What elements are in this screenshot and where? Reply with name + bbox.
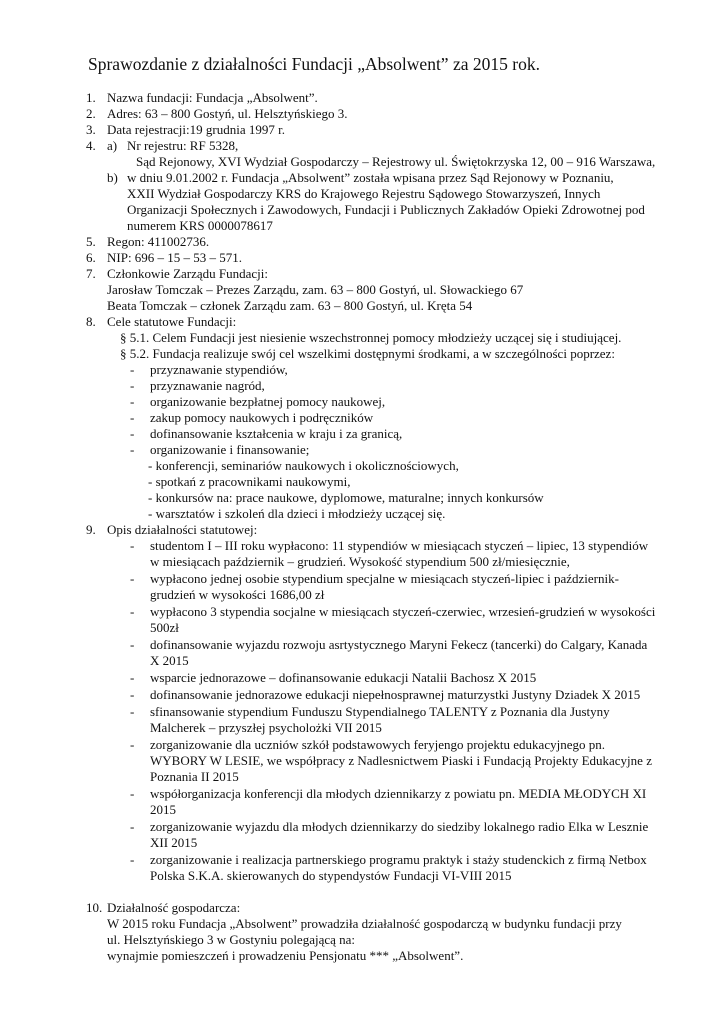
item-4a-label: a): [107, 138, 118, 153]
item-9-bullet-line: wypłacono jednej osobie stypendium specjalne w miesiącach styczeń-lipiec i październik-: [150, 571, 619, 586]
item-9-bullet-line: studentom I – III roku wypłacono: 11 stypendiów w miesiącach styczeń – lipiec, 13 stypendiów: [150, 538, 649, 553]
item-10-line: W 2015 roku Fundacja „Absolwent” prowadziła działalność gospodarczą w budynku fundacji przy: [107, 916, 622, 931]
item-8-number: 8.: [86, 314, 96, 329]
item-9-bullet-line: X 2015: [150, 653, 189, 668]
bullet-dash: -: [130, 538, 135, 553]
bullet-dash: -: [130, 571, 135, 586]
item-8-bullet: dofinansowanie kształcenia w kraju i za granicą,: [150, 426, 403, 441]
item-4b-line1: w dniu 9.01.2002 r. Fundacja „Absolwent” została wpisana przez Sąd Rejonowy w Poznaniu,: [127, 170, 614, 185]
item-4b-line3: Organizacji Społecznych i Zawodowych, Fundacji i Publicznych Zakładów Opieki Zdrowotnej pod: [127, 202, 645, 217]
item-8-bullet: przyznawanie stypendiów,: [150, 362, 288, 377]
item-10-number: 10.: [86, 900, 103, 915]
item-4a-text: Nr rejestru: RF 5328,: [127, 138, 239, 153]
item-9-bullet-line: w miesiącach październik – grudzień. Wysokość stypendium 500 zł/miesięcznie,: [150, 554, 570, 569]
item-9-number: 9.: [86, 522, 96, 537]
item-9-bullet-line: Poznania II 2015: [150, 769, 239, 784]
item-1-number: 1.: [86, 90, 96, 105]
item-3-text: Data rejestracji:19 grudnia 1997 r.: [107, 122, 285, 137]
item-5-text: Regon: 411002736.: [107, 234, 210, 249]
item-9-bullet-line: wsparcie jednorazowe – dofinansowanie edukacji Natalii Bachosz X 2015: [150, 670, 537, 685]
item-4b-line4: numerem KRS 0000078617: [127, 218, 273, 233]
bullet-dash: -: [130, 426, 135, 441]
bullet-dash: -: [130, 362, 135, 377]
item-3-number: 3.: [86, 122, 96, 137]
item-9-bullet-line: dofinansowanie wyjazdu rozwoju asrtystycznego Maryni Fekecz (tancerki) do Calgary, Kanada: [150, 637, 648, 652]
item-9-bullet-line: grudzień w wysokości 1686,00 zł: [150, 587, 325, 602]
item-5-number: 5.: [86, 234, 96, 249]
bullet-dash: -: [130, 442, 135, 457]
item-9-bullet-line: Malcherek – przyszłej psycholożki VII 2015: [150, 720, 382, 735]
item-7-member-1: Jarosław Tomczak – Prezes Zarządu, zam. 63 – 800 Gostyń, ul. Słowackiego 67: [107, 282, 524, 297]
item-9-text: Opis działalności statutowej:: [107, 522, 258, 537]
item-6-text: NIP: 696 – 15 – 53 – 571.: [107, 250, 243, 265]
item-1-text: Nazwa fundacji: Fundacja „Absolwent”.: [107, 90, 318, 105]
bullet-dash: -: [130, 786, 135, 801]
item-9-bullet-line: sfinansowanie stypendium Funduszu Stypendialnego TALENTY z Poznania dla Justyny: [150, 704, 610, 719]
bullet-dash: -: [130, 819, 135, 834]
item-2-text: Adres: 63 – 800 Gostyń, ul. Helsztyńskiego 3.: [107, 106, 348, 121]
item-10-text: Działalność gospodarcza:: [107, 900, 241, 915]
bullet-dash: -: [130, 394, 135, 409]
item-8-sub-bullet: - spotkań z pracownikami naukowymi,: [148, 474, 351, 489]
item-7-number: 7.: [86, 266, 96, 281]
item-8-bullet: organizowanie bezpłatnej pomocy naukowej,: [150, 394, 386, 409]
item-10-line: ul. Helsztyńskiego 3 w Gostyniu polegającą na:: [107, 932, 356, 947]
item-8-sub-bullet: - warsztatów i szkoleń dla dzieci i młodzieży uczącej się.: [148, 506, 446, 521]
item-9-bullet-line: Polska S.K.A. skierowanych do stypendystów Fundacji VI-VIII 2015: [150, 868, 512, 883]
item-9-bullet-line: wypłacono 3 stypendia socjalne w miesiącach styczeń-czerwiec, wrzesień-grudzień w wysokości: [150, 604, 656, 619]
bullet-dash: -: [130, 737, 135, 752]
item-8-sub-bullet: - konkursów na: prace naukowe, dyplomowe, maturalne; innych konkursów: [148, 490, 544, 505]
item-4a-line2: Sąd Rejonowy, XVI Wydział Gospodarczy – Rejestrowy ul. Świętokrzyska 12, 00 – 916 Warszawa,: [136, 154, 656, 169]
item-8-text: Cele statutowe Fundacji:: [107, 314, 237, 329]
item-9-bullet-line: zorganizowanie wyjazdu dla młodych dziennikarzy do siedziby lokalnego radio Elka w Lesznie: [150, 819, 649, 834]
item-9-bullet-line: współorganizacja konferencji dla młodych dziennikarzy z powiatu pn. MEDIA MŁODYCH XI: [150, 786, 647, 801]
bullet-dash: -: [130, 378, 135, 393]
item-9-bullet-line: 2015: [150, 802, 176, 817]
bullet-dash: -: [130, 704, 135, 719]
item-9-bullet-line: zorganizowanie i realizacja partnerskiego programu praktyk i staży studenckich z firmą Netbox: [150, 852, 647, 867]
item-4b-line2: XXII Wydział Gospodarczy KRS do Krajowego Rejestru Sądowego Stowarzyszeń, Innych: [127, 186, 601, 201]
item-6-number: 6.: [86, 250, 96, 265]
item-9-bullet-line: zorganizowanie dla uczniów szkół podstawowych feryjengo projektu edukacyjnego pn.: [150, 737, 605, 752]
item-4b-label: b): [107, 170, 118, 185]
item-9-bullet-line: 500zł: [150, 620, 179, 635]
bullet-dash: -: [130, 637, 135, 652]
item-4-number: 4.: [86, 138, 96, 153]
item-7-member-2: Beata Tomczak – członek Zarządu zam. 63 – 800 Gostyń, ul. Kręta 54: [107, 298, 473, 313]
item-7-text: Członkowie Zarządu Fundacji:: [107, 266, 269, 281]
item-8-bullet: zakup pomocy naukowych i podręczników: [150, 410, 374, 425]
item-8-paragraph-1: § 5.1. Celem Fundacji jest niesienie wszechstronnej pomocy młodzieży uczącej się i studiującej.: [120, 330, 622, 345]
item-2-number: 2.: [86, 106, 96, 121]
bullet-dash: -: [130, 687, 135, 702]
page-title: Sprawozdanie z działalności Fundacji „Absolwent” za 2015 rok.: [88, 54, 540, 74]
bullet-dash: -: [130, 852, 135, 867]
item-9-bullet-line: WYBORY W LESIE, we współpracy z Nadlesnictwem Piaski i Fundacją Projekty Edukacyjne z: [150, 753, 652, 768]
item-8-bullet: organizowanie i finansowanie;: [150, 442, 310, 457]
bullet-dash: -: [130, 604, 135, 619]
bullet-dash: -: [130, 410, 135, 425]
item-9-bullet-line: XII 2015: [150, 835, 198, 850]
item-10-line: wynajmie pomieszczeń i prowadzeniu Pensjonatu *** „Absolwent”.: [107, 948, 464, 963]
bullet-dash: -: [130, 670, 135, 685]
item-8-paragraph-2: § 5.2. Fundacja realizuje swój cel wszelkimi dostępnymi środkami, a w szczególności poprzez:: [120, 346, 615, 361]
item-9-bullet-line: dofinansowanie jednorazowe edukacji niepełnosprawnej maturzystki Justyny Dziadek X 2015: [150, 687, 641, 702]
item-8-sub-bullet: - konferencji, seminariów naukowych i okolicznościowych,: [148, 458, 459, 473]
item-8-bullet: przyznawanie nagród,: [150, 378, 265, 393]
